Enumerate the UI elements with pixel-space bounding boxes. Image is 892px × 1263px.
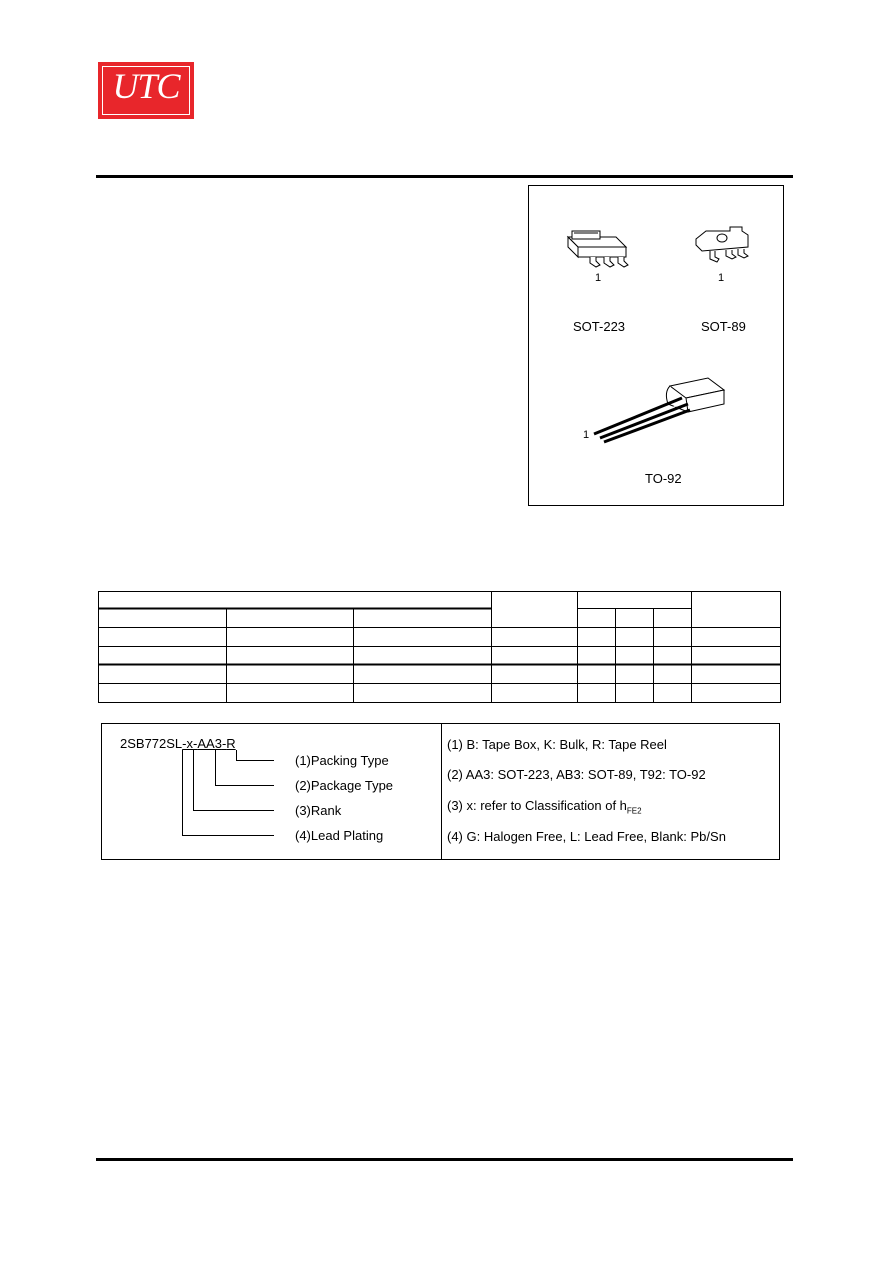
part-sep1: -	[182, 736, 187, 751]
logo-text: UTC	[112, 66, 180, 106]
desc-lead-plating: (4) G: Halogen Free, L: Lead Free, Blank: Pb/Sn	[447, 829, 726, 844]
sot89-package-icon	[690, 225, 755, 270]
desc-rank-text: (3) x: refer to Classification of h	[447, 798, 627, 813]
desc-package: (2) AA3: SOT-223, AB3: SOT-89, T92: TO-92	[447, 767, 706, 782]
ordering-divider	[441, 723, 442, 860]
part-rank: x	[186, 736, 194, 751]
sot223-package-icon	[560, 225, 635, 273]
callout-packing-type: (1)Packing Type	[295, 753, 389, 768]
desc-rank	[447, 798, 642, 816]
part-package: AA3	[197, 736, 222, 751]
callout-package-type: (2)Package Type	[295, 778, 394, 793]
part-sep2: -	[193, 736, 198, 751]
sot89-label: SOT-89	[701, 319, 746, 334]
footer-rule	[96, 1158, 793, 1161]
to92-pin-label: 1	[583, 429, 590, 441]
desc-packing: (1) B: Tape Box, K: Bulk, R: Tape Reel	[447, 737, 667, 752]
to92-label: TO-92	[645, 471, 682, 486]
header-rule	[96, 175, 793, 178]
callout-lead-plating: (4)Lead Plating	[295, 828, 384, 843]
part-packing: R	[226, 736, 236, 751]
part-base: 2SB772SL	[120, 736, 183, 751]
sot89-pin-label: 1	[718, 272, 725, 284]
classification-table	[98, 591, 781, 703]
callout-leader-lines	[170, 748, 290, 840]
desc-rank-subscript: FE2	[626, 806, 642, 816]
sot223-pin-label: 1	[595, 272, 602, 284]
callout-rank: (3)Rank	[295, 803, 342, 818]
utc-logo	[98, 62, 194, 119]
part-sep3: -	[221, 736, 227, 751]
sot223-label: SOT-223	[573, 319, 626, 334]
to92-package-icon	[590, 374, 735, 446]
